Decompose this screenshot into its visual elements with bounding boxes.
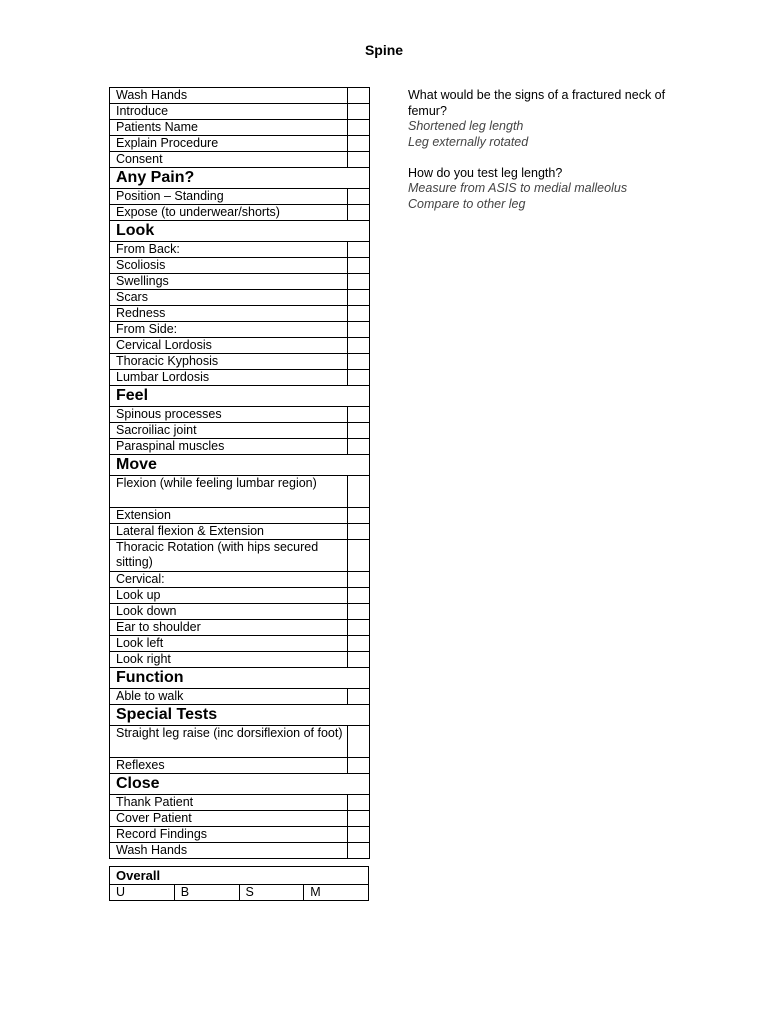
- checklist-checkbox[interactable]: [348, 136, 370, 152]
- checklist-checkbox[interactable]: [348, 726, 370, 758]
- grade-row: [110, 885, 369, 901]
- checklist-table: [109, 87, 370, 859]
- checklist-row: [110, 524, 370, 540]
- checklist-row: [110, 620, 370, 636]
- overall-label: Overall: [110, 867, 369, 885]
- checklist-checkbox[interactable]: [348, 354, 370, 370]
- checklist-item-label: Sacroiliac joint: [110, 423, 348, 439]
- checklist-item-label: Reflexes: [110, 758, 348, 774]
- checklist-checkbox[interactable]: [348, 322, 370, 338]
- checklist-row: [110, 354, 370, 370]
- section-header: Look: [110, 221, 370, 242]
- checklist-item-label: Consent: [110, 152, 348, 168]
- section-header: Special Tests: [110, 705, 370, 726]
- checklist-row: [110, 843, 370, 859]
- checklist-item-label: Look down: [110, 604, 348, 620]
- checklist-row: [110, 811, 370, 827]
- grade-option[interactable]: M: [304, 885, 369, 901]
- checklist-row: [110, 407, 370, 423]
- checklist-checkbox[interactable]: [348, 524, 370, 540]
- checklist-item-label: Flexion (while feeling lumbar region): [110, 476, 348, 508]
- checklist-item-label: Swellings: [110, 274, 348, 290]
- checklist-checkbox[interactable]: [348, 152, 370, 168]
- section-header-row: [110, 774, 370, 795]
- checklist-row: [110, 726, 370, 758]
- checklist-row: [110, 652, 370, 668]
- checklist-checkbox[interactable]: [348, 758, 370, 774]
- checklist-row: [110, 476, 370, 508]
- checklist-item-label: Thoracic Rotation (with hips secured sitting): [110, 540, 348, 572]
- checklist-row: [110, 540, 370, 572]
- checklist-checkbox[interactable]: [348, 439, 370, 455]
- checklist-item-label: Position – Standing: [110, 189, 348, 205]
- checklist-row: [110, 689, 370, 705]
- checklist-row: [110, 370, 370, 386]
- checklist-item-label: Extension: [110, 508, 348, 524]
- checklist-checkbox[interactable]: [348, 370, 370, 386]
- checklist-row: [110, 338, 370, 354]
- checklist-item-label: Look right: [110, 652, 348, 668]
- section-header-row: [110, 221, 370, 242]
- checklist-checkbox[interactable]: [348, 572, 370, 588]
- grade-option[interactable]: U: [110, 885, 175, 901]
- checklist-row: [110, 795, 370, 811]
- checklist-checkbox[interactable]: [348, 540, 370, 572]
- checklist-row: [110, 88, 370, 104]
- checklist-checkbox[interactable]: [348, 843, 370, 859]
- checklist-row: [110, 508, 370, 524]
- checklist-item-label: From Side:: [110, 322, 348, 338]
- answer-text: Measure from ASIS to medial malleolus: [408, 181, 628, 195]
- overall-table: [109, 866, 369, 901]
- checklist-row: [110, 290, 370, 306]
- checklist-item-label: Expose (to underwear/shorts): [110, 205, 348, 221]
- checklist-item-label: Lateral flexion & Extension: [110, 524, 348, 540]
- answer-text: Compare to other leg: [408, 196, 526, 211]
- section-header: Feel: [110, 386, 370, 407]
- answer-text: Shortened leg length: [408, 119, 524, 133]
- checklist-item-label: Scoliosis: [110, 258, 348, 274]
- checklist-row: [110, 423, 370, 439]
- checklist-item-label: Straight leg raise (inc dorsiflexion of foot): [110, 726, 348, 758]
- checklist-item-label: Look up: [110, 588, 348, 604]
- checklist-row: [110, 189, 370, 205]
- section-header: Function: [110, 668, 370, 689]
- checklist-checkbox[interactable]: [348, 476, 370, 508]
- checklist-checkbox[interactable]: [348, 242, 370, 258]
- question-text: What would be the signs of a fractured neck of femur?: [408, 88, 666, 118]
- checklist-item-label: Able to walk: [110, 689, 348, 705]
- checklist-item-label: Thoracic Kyphosis: [110, 354, 348, 370]
- checklist-item-label: Ear to shoulder: [110, 620, 348, 636]
- checklist-item-label: Redness: [110, 306, 348, 322]
- checklist-checkbox[interactable]: [348, 120, 370, 136]
- checklist-checkbox[interactable]: [348, 508, 370, 524]
- checklist-row: [110, 439, 370, 455]
- checklist-item-label: Cervical Lordosis: [110, 338, 348, 354]
- checklist-checkbox[interactable]: [348, 689, 370, 705]
- answer-text: Leg externally rotated: [408, 134, 529, 149]
- checklist-checkbox[interactable]: [348, 104, 370, 120]
- checklist-row: [110, 322, 370, 338]
- grade-option[interactable]: B: [174, 885, 239, 901]
- checklist-item-label: Spinous processes: [110, 407, 348, 423]
- checklist-row: [110, 258, 370, 274]
- checklist-item-label: From Back:: [110, 242, 348, 258]
- checklist-checkbox[interactable]: [348, 274, 370, 290]
- checklist-checkbox[interactable]: [348, 827, 370, 843]
- checklist-row: [110, 104, 370, 120]
- checklist-item-label: Patients Name: [110, 120, 348, 136]
- checklist-item-label: Wash Hands: [110, 843, 348, 859]
- checklist-checkbox[interactable]: [348, 205, 370, 221]
- section-header-row: [110, 705, 370, 726]
- section-header-row: [110, 455, 370, 476]
- checklist-item-label: Record Findings: [110, 827, 348, 843]
- checklist-checkbox[interactable]: [348, 338, 370, 354]
- checklist-item-label: Look left: [110, 636, 348, 652]
- checklist-checkbox[interactable]: [348, 620, 370, 636]
- checklist-checkbox[interactable]: [348, 306, 370, 322]
- section-header: Any Pain?: [110, 168, 370, 189]
- checklist-row: [110, 572, 370, 588]
- checklist-item-label: Thank Patient: [110, 795, 348, 811]
- checklist-checkbox[interactable]: [348, 604, 370, 620]
- checklist-checkbox[interactable]: [348, 290, 370, 306]
- checklist-row: [110, 827, 370, 843]
- checklist-item-label: Wash Hands: [110, 88, 348, 104]
- section-header: Close: [110, 774, 370, 795]
- checklist-checkbox[interactable]: [348, 588, 370, 604]
- checklist-row: [110, 152, 370, 168]
- checklist-row: [110, 205, 370, 221]
- question-spacer: [408, 150, 668, 166]
- section-header-row: [110, 386, 370, 407]
- checklist-row: [110, 306, 370, 322]
- checklist-checkbox[interactable]: [348, 189, 370, 205]
- page-title: Spine: [364, 42, 404, 58]
- checklist-checkbox[interactable]: [348, 652, 370, 668]
- questions-panel: [408, 88, 668, 212]
- checklist-row: [110, 636, 370, 652]
- checklist-row: [110, 136, 370, 152]
- checklist-row: [110, 758, 370, 774]
- grade-option[interactable]: S: [239, 885, 304, 901]
- checklist-row: [110, 120, 370, 136]
- checklist-checkbox[interactable]: [348, 811, 370, 827]
- section-header: Move: [110, 455, 370, 476]
- checklist-item-label: Scars: [110, 290, 348, 306]
- checklist-item-label: Introduce: [110, 104, 348, 120]
- checklist-checkbox[interactable]: [348, 795, 370, 811]
- checklist-item-label: Explain Procedure: [110, 136, 348, 152]
- checklist-checkbox[interactable]: [348, 636, 370, 652]
- checklist-item-label: Cervical:: [110, 572, 348, 588]
- checklist-checkbox[interactable]: [348, 258, 370, 274]
- checklist-checkbox[interactable]: [348, 423, 370, 439]
- checklist-row: [110, 588, 370, 604]
- checklist-row: [110, 242, 370, 258]
- checklist-checkbox[interactable]: [348, 407, 370, 423]
- checklist-row: [110, 604, 370, 620]
- checklist-checkbox[interactable]: [348, 88, 370, 104]
- checklist-item-label: Cover Patient: [110, 811, 348, 827]
- checklist-item-label: Paraspinal muscles: [110, 439, 348, 455]
- section-header-row: [110, 668, 370, 689]
- checklist-row: [110, 274, 370, 290]
- question-text: How do you test leg length?: [408, 165, 563, 180]
- section-header-row: [110, 168, 370, 189]
- checklist-item-label: Lumbar Lordosis: [110, 370, 348, 386]
